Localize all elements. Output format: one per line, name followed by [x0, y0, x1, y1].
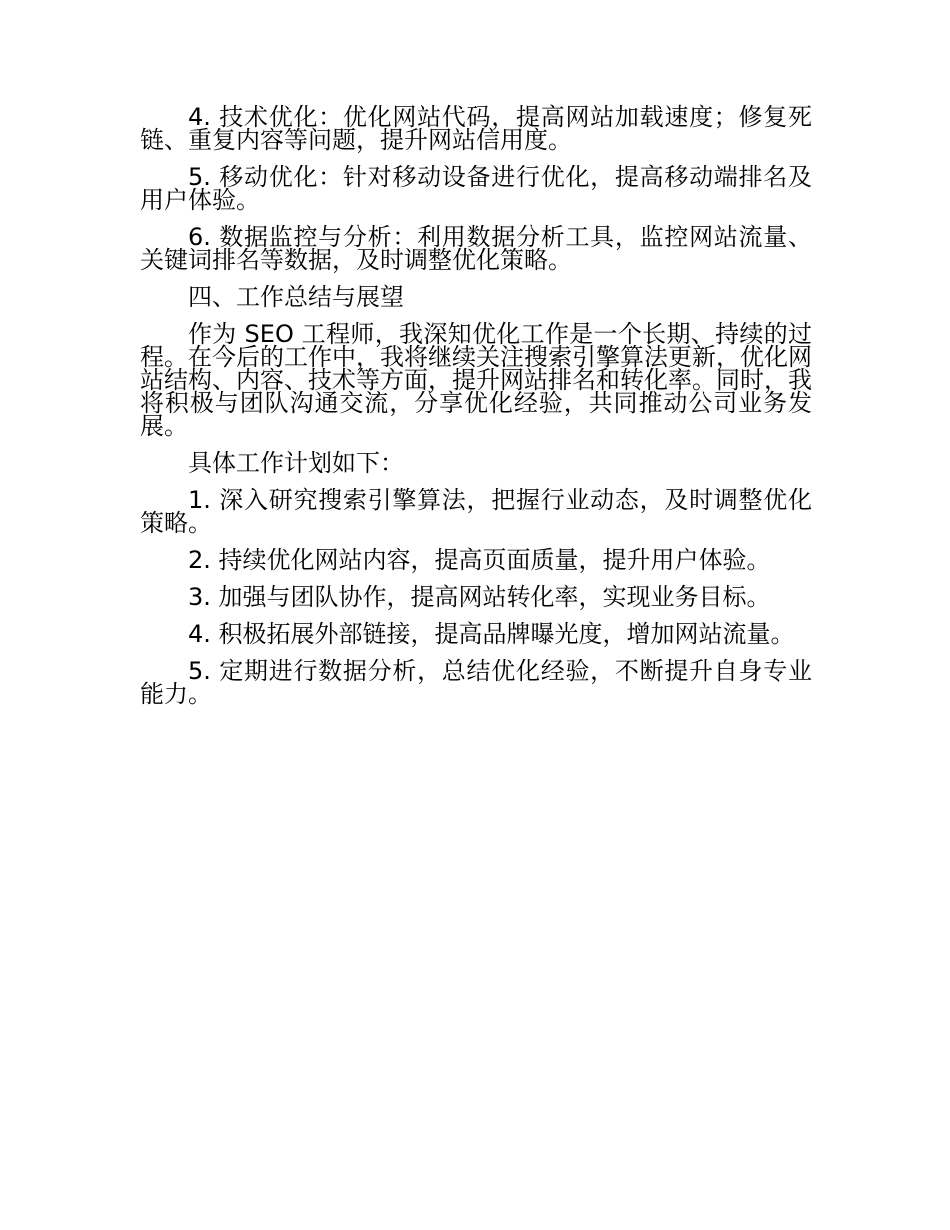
plan-item-3: 3. 加强与团队协作，提高网站转化率，实现业务目标。 [188, 583, 771, 611]
plan-item-5: 5. 定期进行数据分析，总结优化经验，不断提升自身专业能力。 [140, 657, 812, 708]
plan-item-2: 2. 持续优化网站内容，提高页面质量，提升用户体验。 [188, 546, 771, 574]
plan-item-4: 4. 积极拓展外部链接，提高品牌曝光度，增加网站流量。 [188, 620, 795, 648]
paragraph-summary: 作为 SEO 工程师，我深知优化工作是一个长期、持续的过程。在今后的工作中，我将继续关注搜索引擎算法更新，优化网站结构、内容、技术等方面，提升网站排名和转化率。同时，我将积极与团队沟通交流，分享优化经验，共同推动公司业务发展。 [140, 320, 812, 440]
paragraph-technical-optimization: 4. 技术优化：优化网站代码，提高网站加载速度；修复死链、重复内容等问题，提升网站信用度。 [140, 103, 812, 154]
paragraph-data-monitoring: 6. 数据监控与分析：利用数据分析工具，监控网站流量、关键词排名等数据，及时调整优化策略。 [140, 223, 812, 274]
document-body [140, 103, 812, 720]
section-heading-summary-outlook: 四、工作总结与展望 [188, 283, 404, 311]
paragraph-mobile-optimization: 5. 移动优化：针对移动设备进行优化，提高移动端排名及用户体验。 [140, 163, 812, 214]
paragraph-plan-intro: 具体工作计划如下： [188, 449, 404, 477]
plan-item-1: 1. 深入研究搜索引擎算法，把握行业动态，及时调整优化策略。 [140, 486, 812, 537]
